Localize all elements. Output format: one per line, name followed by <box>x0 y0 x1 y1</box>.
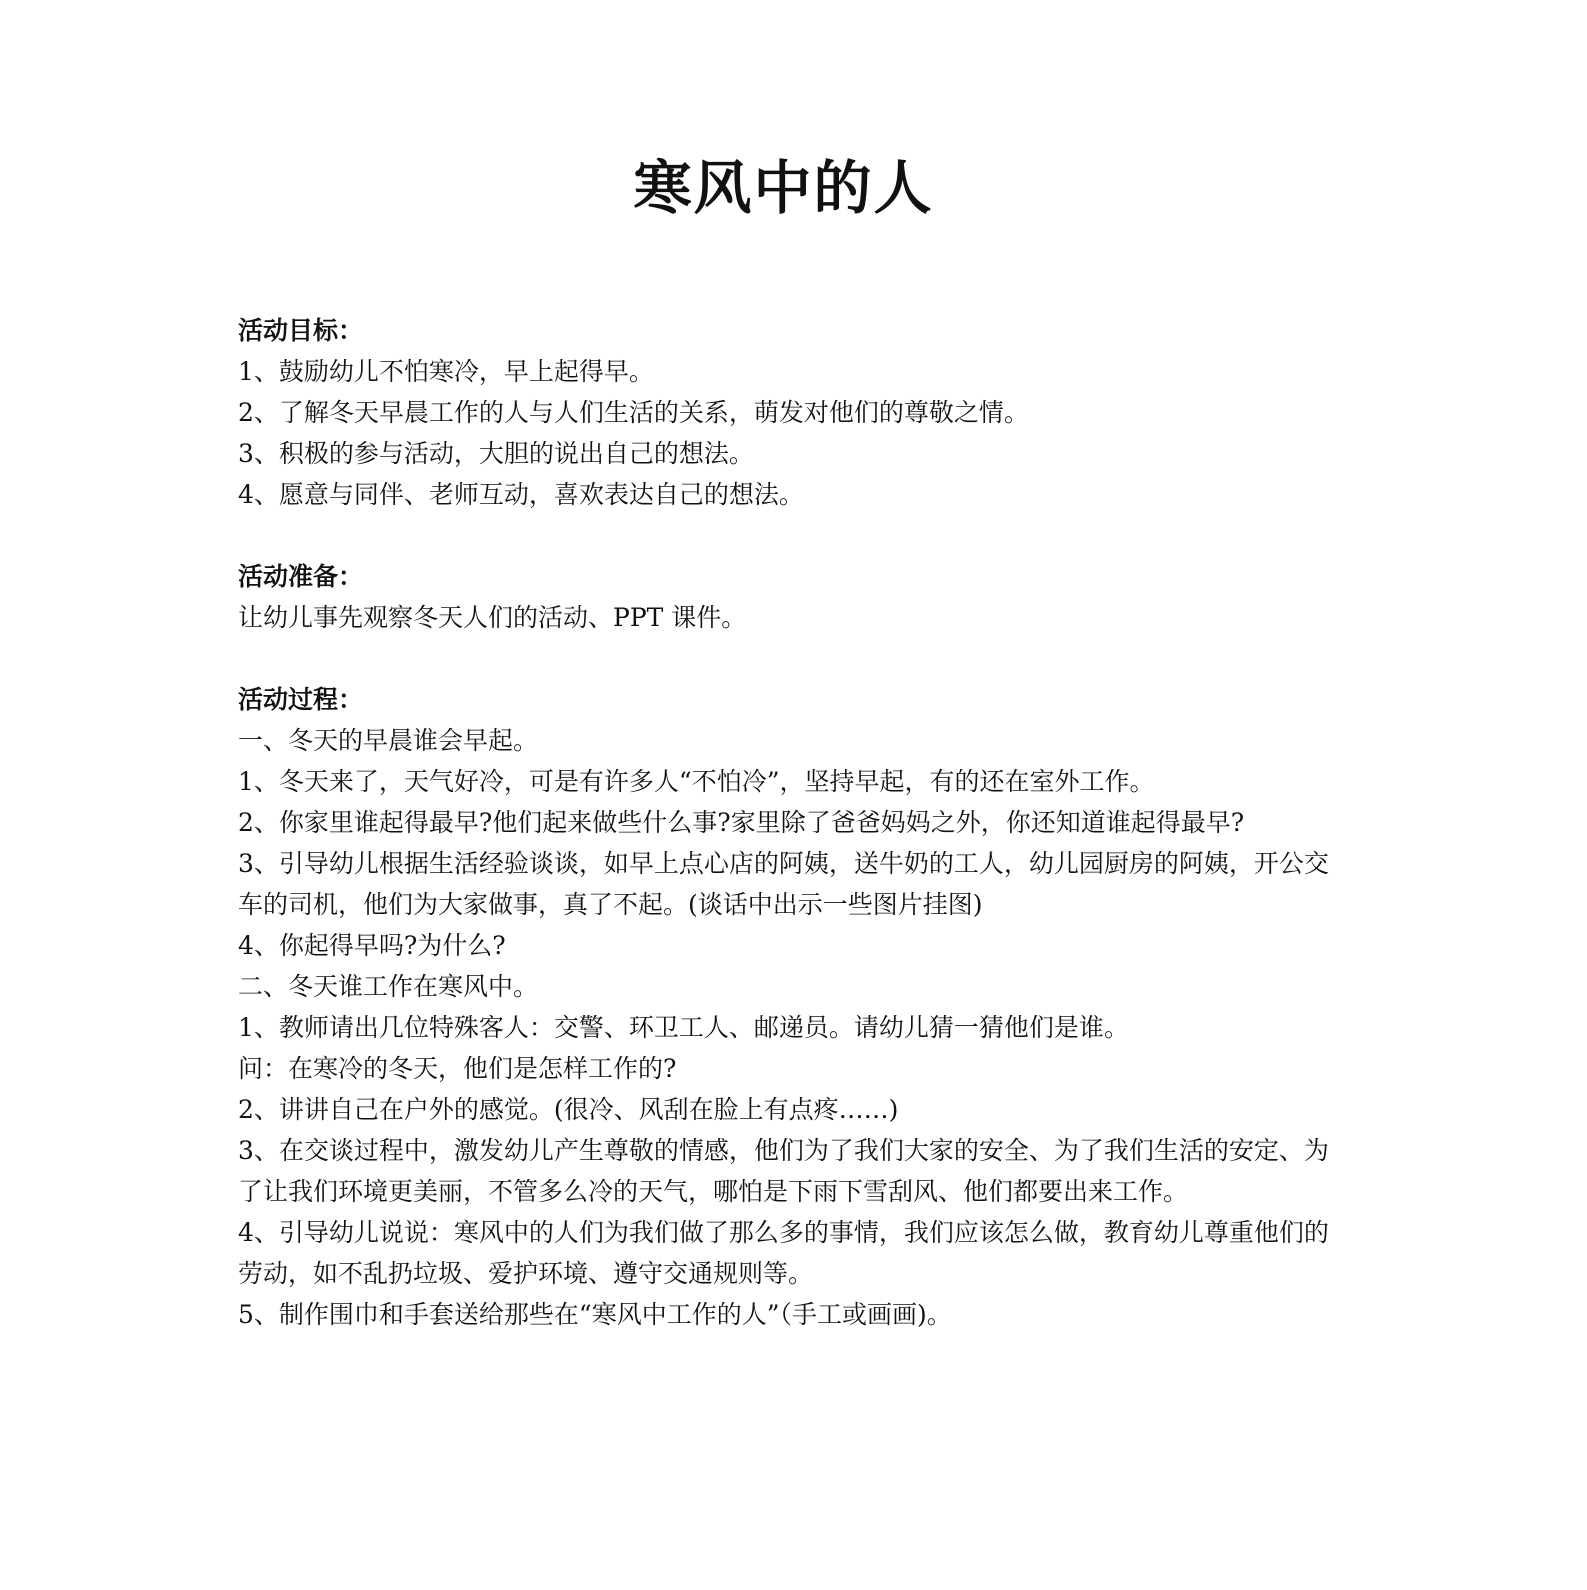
spacer <box>238 515 1332 556</box>
process-heading: 活动过程： <box>238 685 364 714</box>
spacer <box>238 638 1332 679</box>
process-item: 1、教师请出几位特殊客人：交警、环卫工人、邮递员。请幼儿猜一猜他们是谁。 <box>238 1013 1129 1042</box>
process-item: 二、冬天谁工作在寒风中。 <box>238 972 539 1001</box>
goal-item: 4、愿意与同伴、老师互动，喜欢表达自己的想法。 <box>238 480 804 509</box>
goal-item: 2、了解冬天早晨工作的人与人们生活的关系，萌发对他们的尊敬之情。 <box>238 398 1029 427</box>
goal-item: 1、鼓励幼儿不怕寒冷，早上起得早。 <box>238 357 654 386</box>
preparation-text: 让幼儿事先观察冬天人们的活动、PPT 课件。 <box>238 603 747 632</box>
goal-item: 3、积极的参与活动，大胆的说出自己的想法。 <box>238 439 754 468</box>
process-item: 2、你家里谁起得最早?他们起来做些什么事?家里除了爸爸妈妈之外，你还知道谁起得最早? <box>238 808 1245 837</box>
goals-heading: 活动目标： <box>238 316 364 345</box>
process-item: 3、在交谈过程中，激发幼儿产生尊敬的情感，他们为了我们大家的安全、为了我们生活的安定、为了让我们环境更美丽，不管多么冷的天气，哪怕是下雨下雪刮风、他们都要出来工作。 <box>238 1136 1329 1206</box>
process-item: 一、冬天的早晨谁会早起。 <box>238 726 539 755</box>
process-item: 2、讲讲自己在户外的感觉。(很冷、风刮在脸上有点疼……) <box>238 1095 899 1124</box>
preparation-heading: 活动准备： <box>238 562 364 591</box>
document-title: 寒风中的人 <box>633 154 934 222</box>
document-body <box>238 310 1332 1335</box>
process-item: 1、冬天来了，天气好冷，可是有许多人“不怕冷”，坚持早起，有的还在室外工作。 <box>238 767 1155 796</box>
process-item: 3、引导幼儿根据生活经验谈谈，如早上点心店的阿姨，送牛奶的工人，幼儿园厨房的阿姨，开公交车的司机，他们为大家做事，真了不起。(谈话中出示一些图片挂图) <box>238 849 1329 919</box>
process-item: 4、引导幼儿说说：寒风中的人们为我们做了那么多的事情，我们应该怎么做，教育幼儿尊重他们的劳动，如不乱扔垃圾、爱护环境、遵守交通规则等。 <box>238 1218 1329 1288</box>
process-item: 问：在寒冷的冬天，他们是怎样工作的? <box>238 1054 677 1083</box>
process-item: 4、你起得早吗?为什么? <box>238 931 506 960</box>
process-item: 5、制作围巾和手套送给那些在“寒风中工作的人”（手工或画画)。 <box>238 1300 952 1329</box>
